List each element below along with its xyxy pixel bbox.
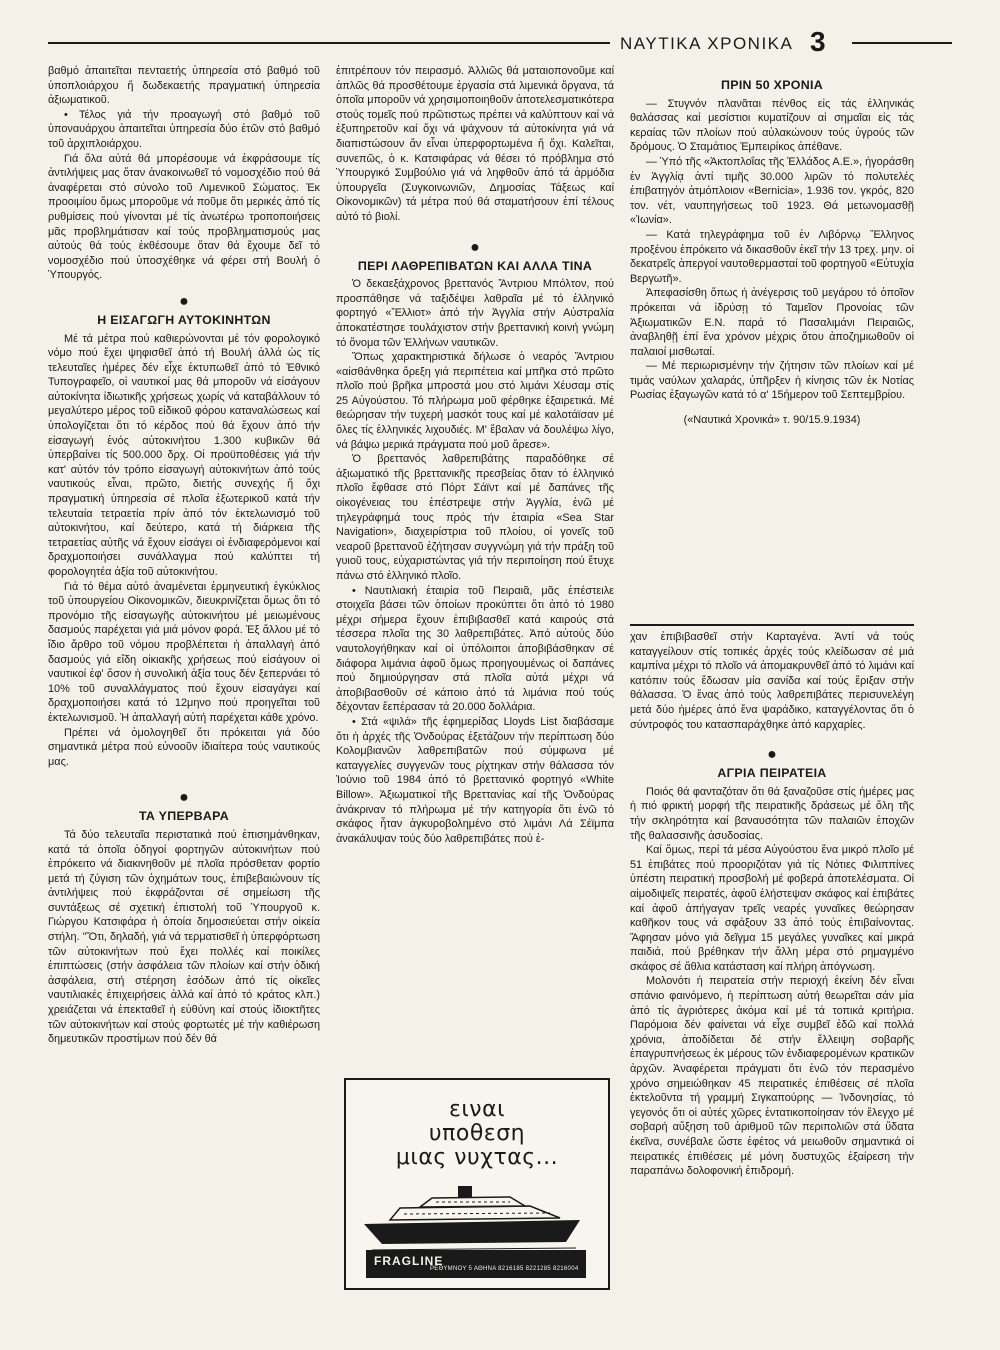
source-citation: («Ναυτικά Χρονικά» τ. 90/15.9.1934) [683, 414, 861, 427]
paragraph: Γιά τό θέμα αὐτό ἀναμένεται ἑρμηνευτική ἐγκύκλιος τοῦ ὑπουργείου Οἰκονομικῶν, διευκρινίζεται ὅμως ὅτι τό προνόμιο τῆς εἰσαγωγῆς αὐτοκινήτου μέ μειωμένους δασμούς παρέχεται γιά μιά μόνον φορά. Ἐξ ἄλλου μέ τό ἴδιο ἄρθρο τοῦ νόμου προβλέπεται ἡ ἀπαλλαγή ἀπό δασμούς γιά εἴδη οἰκιακῆς χρήσεως πού εἰσάγουν οἱ ναυτικοί ἐφ' ὅσον ἡ συνολική ἀξία τους δέν ξεπερνάει τό 10% τοῦ συναλλάγματος πού ἔχουν εἰσαγάγει καί δραχμοποιήσει κατά τό 12μηνο πού προηγεῖται τοῦ ἐκτελωνισμοῦ. Ἡ ἀπαλλαγή αὐτή παρέχεται κάθε χρόνο. [48, 580, 320, 724]
column-2 [336, 64, 614, 846]
section-heading-car-import: Η ΕΙΣΑΓΩΓΗ ΑΥΤΟΚΙΝΗΤΩΝ [97, 312, 271, 327]
section-heading-overweight: ΤΑ ΥΠΕΡΒΑΡΑ [138, 809, 230, 824]
paragraph: — Κατά τηλεγράφημα τοῦ ἐν Λιβόρνῳ Ἕλληνος προξένου ἐπρόκειτο νά δικασθοῦν ἐκεῖ τήν 13 τρεχ. μην. οἱ δεκατρεῖς ἀπεργοί ναυτοθερμασταί τοῦ φορτηγοῦ «Εὐτυχία Βεργωτῆ». [630, 228, 914, 285]
ad-brand-bar [366, 1250, 586, 1278]
paragraph: — Στυγνόν πλανᾶται πένθος εἰς τάς ἑλληνικάς θαλάσσας καί μεσίστιοι κυματίζουν αἱ σημαῖαι εἰς τάς κεραίας τῶν πλοίων πού αὐλακώνουν τούς ὑγρούς τῶν δρόμους. Ὁ Σταμάτιος Ἐμπειρίκος ἀπέθανε. [630, 97, 914, 154]
paragraph: Ὁ βρεττανός λαθρεπιβάτης παραδόθηκε σέ ἀξιωματικό τῆς βρεττανικῆς πρεσβείας ὅταν τό ἑλληνικό πλοῖο ἔφθασε στό Πόρτ Σάϊντ καί μέ δαπάνες τῆς οἰκογένειας του ἐπέστρεψε στήν Ἀγγλία, ἐνῶ μέ τηλεγράφημά τους πρός τήν ἑταιρία «Sea Star Navigation», διαχειρίστρια τοῦ πλοίου, οἱ γονεῖς τοῦ νεαροῦ βρεττανοῦ ἐζήτησαν συγγνώμη γιά τήν πράξη τοῦ γυιοῦ τους, εὐχαριστώντας γιά τήν περιποίηση πού ἔτυχε πάνω στό ἑλληνικό πλοῖο. [336, 453, 614, 582]
section-bullet-icon: ● [470, 238, 480, 256]
paragraph: Τά δύο τελευταῖα περιστατικά πού ἐπισημάνθηκαν, κατά τά ὁποῖα ὁδηγοί φορτηγῶν αὐτοκινήτων πού ἐπρόκειτο νά διακινηθοῦν μέ πλοῖα πρόσθεταν φορτίο μετά τή ζύγιση τῶν ὀχημάτων τους, ἐπιβεβαιώνουν τίς ἀντιλήψεις πού ἐκφράζονται σέ σημείωση τῆς συντάξεως σέ σχετική ἐπιστολή τοῦ Ὑπουργοῦ κ. Γιώργου Κατσιφάρα ἡ ὁποία δημοσιεύεται στήν οἰκεία στήλη. "Ὅτι, δηλαδή, γιά νά τερματισθεῖ ἡ ὑπερφόρτωση τῶν αὐτοκινήτων πού ἔχει πολλές καί ποικίλες ἐπιπτώσεις (στήν ἀσφάλεια τῶν πλοίων καί στήν ὁδική ἀσφάλεια, στή στέρηση ἐσόδων ἀπό τίς οἰκεῖες ναυτιλιακές ἐπιχειρήσεις ἀλλά καί ἀπό τό κράτος κλπ.) χρειάζεται νά ἐπεκταθεῖ ἡ εὐθύνη καί στούς ἰδιοκτῆτες τῶν αὐτοκινήτων καί στούς φορτωτές μέ τήν καθιέρωση δημευτικῶν προστίμων πού δέν θά [48, 828, 320, 1046]
column-3-continued [630, 630, 914, 1179]
section-bullet-icon: ● [767, 746, 777, 764]
paragraph: • Στά «ψιλά» τῆς ἐφημερίδας Lloyds List διαβάσαμε ὅτι ἡ ἀρχές τῆς Ὁνδούρας ἐξετάζουν τήν περίπτωση δύο Κολομβιανῶν λαθρεπιβατῶν πού σύμφωνα μέ καταγγελίες συγγενῶν τους ρίχτηκαν στήν θάλασσα τόν Ἰούνιο τοῦ 1984 ἀπό τό βρεττανικό φορτηγό «White Billow». Ἀξιωματικοί τῆς Βρεττανίας καί τῆς Ὁνδούρας ἀνάκριναν τό πλήρωμα μέ τήν κατηγορία ὅτι ἐνῶ τό σκάφος ἦταν ἀγκυροβολημένο στό λιμάνι Λά Σέϊμπα ἀνακάλυψαν τούς δύο λαθρεπιβάτες πού ἐ- [336, 715, 614, 845]
ferry-ship-icon [360, 1180, 592, 1252]
section-heading-savage-piracy: ΑΓΡΙΑ ΠΕΙΡΑΤΕΙΑ [717, 766, 827, 781]
header-title: ΝΑΥΤΙΚΑ ΧΡΟΝΙΚΑ [620, 34, 794, 53]
paragraph: Καί ὅμως, περί τά μέσα Αὐγούστου ἕνα μικρό πλοῖο μέ 51 ἐπιβάτες πού προοριζόταν γιά τίς Νότιες Φιλιππίνες ὑπέστη πειρατική προσβολή μέ φοβερά ἀποτελέσματα. Οἱ αἱμοδιψεῖς πειρατές, ἀφοῦ ἐλήστεψαν σκάφος καί ἐπιβάτες καί ἀφοῦ ἀπήγαγαν τρεῖς νεαρές γυναῖκες θεώρησαν καθῆκον τους νά σφάξουν 33 ἀπό τούς ἐπιβαίνοντας. Ἄφησαν μόνο γιά δεῖγμα 15 μεγάλες γυναῖκες καί μικρά παιδιά, πού βρέθηκαν τήν ἄλλη μέρα στό ρημαγμένο σκάφος σέ ἄθλια κατάσταση καί πλήρη ἀπόγνωση. [630, 844, 914, 973]
section-heading-stowaways: ΠΕΡΙ ΛΑΘΡΕΠΙΒΑΤΩΝ ΚΑΙ ΑΛΛΑ ΤΙΝΑ [357, 258, 593, 273]
paragraph: βαθμό ἀπαιτεῖται πενταετής ὑπηρεσία στό βαθμό τοῦ ὑποπλοιάρχου ἤ δωδεκαετής πραγματική ὑπηρεσία ἀξιωματικοῦ. [48, 65, 320, 107]
paragraph: Μολονότι ἡ πειρατεία στήν περιοχή ἐκείνη δέν εἶναι σπάνιο φαινόμενο, ἡ περίπτωση αὐτή θεωρεῖται σάν μία ἀπό τίς ἀγριότερες ἀκόμα καί μέ τά τοπικά κριτήρια. Παρόμοια δέν φαίνεται νά εἶχε συμβεῖ ἐδῶ καί πολλά χρόνια, ἀποδίδεται δέ στήν ἔλλειψη σοβαρῆς ἐπαγρυπνήσεως ἐκ μέρους τῶν ἐνδιαφερομένων κρατικῶν ἀρχῶν. Ἀναφέρεται πράγματι ὅτι ἐνῶ τόν περασμένο χρόνο σημειώθηκαν 45 πειρατικές ἐπιθέσεις σέ πλοῖα ἐκτελοῦντα τή γραμμή Σιγκαπούρης — Ἰνδονησίας, τό γεγονός ὅτι οἱ αὐτές χῶρες ἐντατικοποίησαν τόν ἔλεγχο μέ σοβαρή αὔξηση τοῦ ἀριθμοῦ τῶν περιπολιῶν στά ὕδατα ἐκεῖνα, συνέβαλε ὥστε ἐφέτος νά μειωθοῦν σημαντικά οἱ πειρατικές ἐπιθέσεις μέ μόνη δυστυχῶς ἐξαίρεση τήν παραπάνω δολοφονική ἐπιδρομή. [630, 975, 914, 1178]
ad-slogan-line-1: ειναι [448, 1097, 506, 1122]
paragraph: • Ναυτιλιακή ἑταιρία τοῦ Πειραιᾶ, μᾶς ἐπέστειλε στοιχεῖα βάσει τῶν ὁποίων προκύπτει ὅτι ἀπό τό 1980 μέχρι σήμερα ἔχουν ἐπιβιβασθεῖ κατά καιρούς στά τέσσερα πλοῖα της 30 λαθρεπιβάτες. Ἀπό αὐτούς δύο ναυτολογήθηκαν καί οἱ ὑπόλοιποι ἀποβιβάσθηκαν σέ διάφορα λιμάνια ἀφοῦ ὅμως προηγουμένως οἱ δαπάνες πού δημιούργησαν στά πλοῖα αὐτά μέχρι νά ἀποβιβασθοῦν σέ κάποιο ἀπό τά λιμάνια πού τούς δέχονταν ἔεπέρασαν τά 20.000 δολλάρια. [336, 584, 614, 714]
paragraph: Ἀπεφασίσθη ὅπως ἡ ἀνέγερσις τοῦ μεγάρου τό ὁποῖον πρόκειται νά ἱδρύσῃ τό Ταμεῖον Προνοίας τῶν Ἀξιωματικῶν Ε.Ν. παρά τό Πασαλιμάνι Πειραιῶς, ἀναβληθῇ ἐπί ἕνα χρόνον μέχρις ὅτου ἀποζημιωθοῦν οἱ παλαιοί μισθωταί. [630, 287, 914, 358]
column-3 [630, 64, 914, 428]
ad-brand-name: FRAGLINE [374, 1254, 444, 1268]
header-rule-left [48, 42, 610, 44]
section-bullet-icon: ● [179, 292, 189, 310]
column-3-divider [630, 624, 914, 626]
paragraph: Ποιός θά φανταζόταν ὅτι θά ξαναζοῦσε στίς ἡμέρες μας ἡ πιό φρικτή μορφή τῆς πειρατικῆς δράσεως μέ ὅλη τῆς τήν σκληρότητα καί βαναυσότητα τῶν παλαιῶν ἐποχῶν τῆς θαλασσινῆς ἀσυδοσίας. [630, 785, 914, 842]
section-heading-50-years-ago: ΠΡΙΝ 50 ΧΡΟΝΙΑ [721, 78, 823, 92]
page-number: 3 [810, 26, 826, 57]
paragraph: Μέ τά μέτρα πού καθιερώνονται μέ τόν φορολογικό νόμο πού ἔχει ψηφισθεῖ ἀπό τή Βουλή ἀλλά ὡς τίς τελευταῖες ἡμέρες δέν εἶχε ἐκτυπωθεῖ ἀπό τό Ἐθνικό Τυπογραφεῖο, οἱ ναυτικοί μας θά μποροῦν νά εἰσάγουν αὐτοκίνητα ἰδιωτικῆς χρήσεως χωρίς νά καταβάλλουν τό μεγαλύτερο μέρος τοῦ εἰδικοῦ φόρου καταναλώσεως καί ὑπολογίζεται ὅτι τό κέρδος πού θά ἔχουν ἀπό τήν εἰσαγωγή ἑνός αὐτοκινήτου 1.300 κυβικῶν θά ὑπερβαίνει τίς 500.000 δρχ. Οἱ προϋποθέσεις γιά τήν κατ' αὐτόν τόν τρόπο εἰσαγωγή αὐτοκινήτων ἀπό τούς ναυτικούς εἶναι, πρῶτο, διετής συνεχής ἤ ὄχι πραγματική ὑπηρεσία σέ πλοῖα ἐξωτερικοῦ κατά τήν τελευταία τετραετία πρίν ἀπό τόν ἐκτελωνισμό τοῦ αὐτοκινήτου, καί δεύτερο, κατά τή διάρκεια τῆς τετραετίας αὐτῆς νά ἔχουν εἰσάγει οἱ ἐνδιαφερόμενοι καί δραχμοποιήσει συνάλλαγμα πού καλύπτει τή φορολογητέα ἀξία τοῦ αὐτοκινήτου. [48, 332, 320, 578]
header-rule-right [852, 42, 952, 44]
paragraph: Γιά ὅλα αὐτά θά μπορέσουμε νά ἐκφράσουμε τίς ἀντιλήψεις μας ὅταν ἀνακοινωθεῖ τό νομοσχέδιο πού θά ἀναφέρεται στό σύνολο τοῦ Λιμενικοῦ Σώματος. Ἐκ προοιμίου ὅμως μποροῦμε νά ποῦμε ὅτι μερικές ἀπό τίς ρυθμίσεις πού γίνονται μέ τίς ἀνωτέρω τροποποιήσεις μᾶς προβλημάτισαν καί τούς προβληματισμούς μας αὐτούς θά τούς ἐκθέσουμε ὅταν θά ἔχουμε δεῖ τό νομοσχέδιο πού ὑποσχέθηκε νά φέρει στή Βουλή ὁ Ὑπουργός. [48, 152, 320, 282]
paragraph: — Ὑπό τῆς «Ἀκτοπλοΐας τῆς Ἑλλάδος Α.Ε.», ἠγοράσθη ἐν Ἀγγλίᾳ ἀντί τιμῆς 30.000 λιρῶν τό πολυτελές ἐπιβατηγόν ἀτμόπλοιον «Bernicia», 1.936 τον. γκρός, 820 τον. νέτ, ναυπηγήσεως τοῦ 1923. Θά μετωνομασθῇ «Ἰωνία». [630, 155, 915, 227]
paragraph: χαν ἐπιβιβασθεῖ στήν Καρταγένα. Ἀντί νά τούς καταγγείλουν στίς τοπικές ἀρχές τούς κλείδωσαν σέ μιά καμπίνα μέχρι τό πλοῖο νά ἀπομακρυνθεῖ ἀπό τό λιμάνι καί κατόπιν τούς ἔδωσαν μία σανίδα καί τούς ἔριξαν στήν θάλασσα. Ὁ ἕνας ἀπό τούς λαθρεπιβάτες περισυνελέγη μετά δύο ἡμέρες ἀπό ἕνα ψαράδικο, καταγγέλοντας ὅτι ὁ σύντροφός του κατασπαράχθηκε ἀπό καρχαρίες. [630, 631, 914, 731]
paragraph: Πρέπει νά ὁμολογηθεῖ ὅτι πρόκειται γιά δύο σημαντικά μέτρα πού εὐνοοῦν ἰδιαίτερα τούς ναυτικούς μας. [48, 726, 320, 768]
ad-slogan-line-3: μιας νυχτας... [395, 1145, 559, 1170]
ad-brand-contact: ΡΕΘΥΜΝΟΥ 5 ΑΘΗΝΑ 8216185 8221285 8216004 [430, 1266, 579, 1272]
paragraph: — Μέ περιωρισμένην τήν ζήτησιν τῶν πλοίων καί μέ τιμάς ναύλων χαλαράς, ὑπῆρξεν ἡ κίνησις τῶν ἐκ Νοτίας Ρωσίας ἐξαγωγῶν κατά τό α' 15ήμερον τοῦ Σεπτεμβρίου. [630, 360, 914, 402]
paragraph: • Τέλος γιά τήν προαγωγή στό βαθμό τοῦ ὑποναυάρχου ἀπαιτεῖται ὑπηρεσία δύο ἐτῶν στό βαθμό τοῦ ἀρχιπλοιάρχου. [48, 108, 320, 150]
paragraph: Ὁ δεκαεξάχρονος βρεττανός Ἄντριου Μπόλτον, πού προσπάθησε νά ταξιδέψει λαθραῖα μέ τό ἑλληνικό φορτηγό «Ἔλλιοτ» ἀπό τήν Ἀγγλία στήν Αὐστραλία ἀποκατέστησε τουλάχιστον στήν βρεττανική κοινή γνώμη τό ὄνομα τῶν Ἑλλήνων ναυτικῶν. [336, 278, 614, 349]
column-1 [48, 64, 320, 1047]
fragline-advertisement [344, 1078, 610, 1290]
paragraph: Ὅπως χαρακτηριστικά δήλωσε ὁ νεαρός Ἄντριου «αἰσθάνθηκα ὄρεξη γιά περιπέτεια καί μπῆκα στό πρῶτο πλοῖο πού βρῆκα μπροστά μου στό λιμάνι Χέυσαμ στίς 25 Αὐγούστου. Τό πλήρωμα μοῦ φέρθηκε ἐξαιρετικά. Μέ θεώρησαν τήν τυχερή μασκότ τους καί μέ καλοτάϊσαν μέ ὅλες τίς ἑλληνικές λιχουδιές. Μ' ἔβαλαν νά δουλέψω λίγο, νά βάψω μερικά πράγματα πού μοῦ ἄρεσε». [336, 351, 614, 451]
ad-slogan-line-2: υποθεση [428, 1121, 526, 1146]
paragraph: ἐπιτρέπουν τόν πειρασμό. Ἀλλιῶς θά ματαιοπονοῦμε καί ἁπλῶς θά προσθέτουμε ἐργασία στά λιμενικά ὄργανα, τά ὁποῖα μποροῦν νά χρησιμοποιηθοῦν ἀποτελεσματικότερα στούς τομεῖς πού πρῶτιστως πρέπει νά καλύπτουν καί νά ἐξυπηρετοῦν καί ὄχι νά ψάχνουν τά αὐτοκίνητα γιά νά διαπιστώσουν ἄν εἶναι ὑπερφορτωμένα ἤ ὄχι. Καλεῖται, συνεπῶς, ὁ κ. Κατσιφάρας νά θέσει τό πρόβλημα στό Ὑπουργικό Συμβούλιο γιά νά ληφθοῦν ἀπό τά ἁρμόδια ὑπουργεῖα (Συγκοινωνιῶν, Δημοσίας Τάξεως καί Οἰκονομικῶν) τά μέτρα πού θά σταματήσουν ἐπί τέλους αὐτό τό βιολί. [336, 65, 614, 223]
section-bullet-icon: ● [179, 789, 189, 807]
